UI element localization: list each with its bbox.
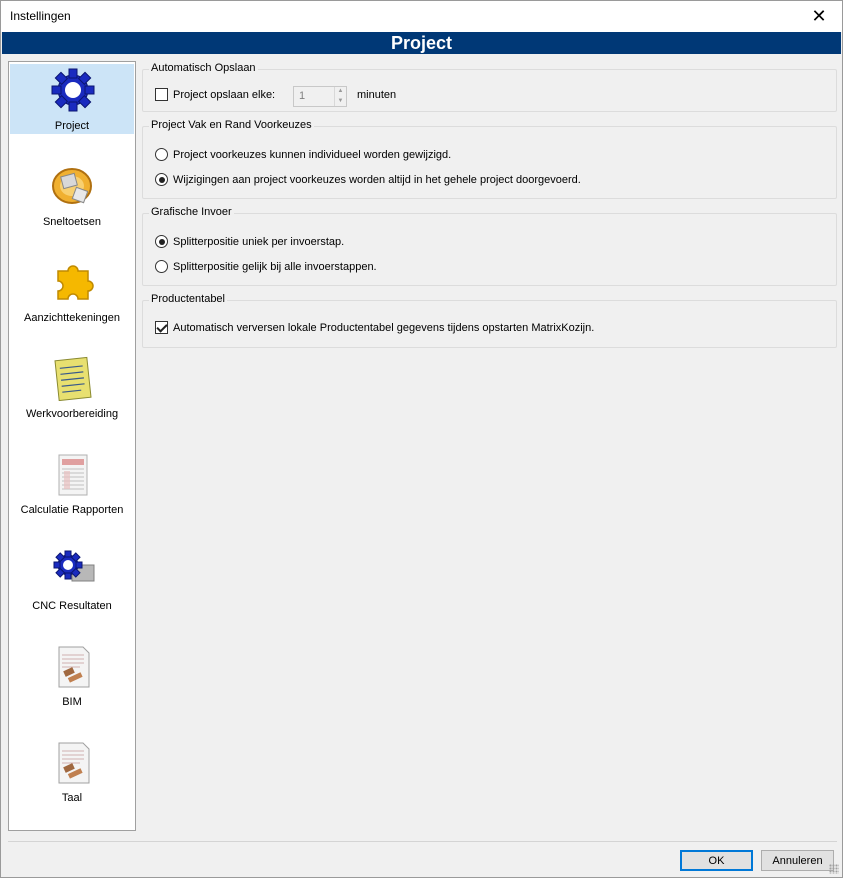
keyboard-shortcut-icon bbox=[50, 163, 96, 209]
report-icon bbox=[50, 451, 96, 497]
sidebar-item-project[interactable] bbox=[10, 64, 134, 134]
grafische-option-1[interactable] bbox=[155, 235, 344, 248]
group-legend: Productentabel bbox=[151, 293, 225, 305]
gear-icon bbox=[50, 67, 96, 113]
auto-save-interval-stepper[interactable] bbox=[293, 86, 347, 107]
radio-splitter-unique[interactable] bbox=[155, 235, 168, 248]
close-icon: ✕ bbox=[811, 6, 827, 26]
radio-label: Wijzigingen aan project voorkeuzes worden altijd in het gehele project doorgevoerd. bbox=[173, 173, 581, 186]
radio-label: Splitterpositie uniek per invoerstap. bbox=[173, 235, 345, 248]
sidebar-item-taal[interactable] bbox=[10, 736, 134, 806]
sidebar-item-cnc-resultaten[interactable] bbox=[10, 544, 134, 614]
auto-save-row bbox=[155, 88, 455, 104]
stepper-up-icon[interactable]: ▲ bbox=[337, 88, 344, 94]
sidebar-item-aanzichttekeningen[interactable] bbox=[10, 256, 134, 326]
sidebar-item-label: Calculatie Rapporten bbox=[20, 504, 124, 516]
settings-sidebar bbox=[8, 61, 136, 831]
productentabel-row[interactable] bbox=[155, 321, 594, 334]
group-vak-rand-voorkeuzes bbox=[142, 119, 837, 199]
document-stamp-icon bbox=[50, 643, 96, 689]
sidebar-item-label: Werkvoorbereiding bbox=[25, 408, 119, 420]
auto-refresh-label: Automatisch verversen lokale Productentabel gegevens tijdens opstarten MatrixKozijn. bbox=[173, 321, 595, 334]
group-automatisch-opslaan bbox=[142, 62, 837, 112]
stepper-down-icon[interactable]: ▼ bbox=[337, 97, 344, 104]
vak-rand-option-1[interactable] bbox=[155, 148, 451, 161]
title-bar bbox=[1, 1, 842, 32]
radio-label: Splitterpositie gelijk bij alle invoerstappen. bbox=[173, 260, 377, 273]
sidebar-item-label: Project bbox=[54, 120, 90, 132]
sidebar-item-bim[interactable] bbox=[10, 640, 134, 710]
document-stamp-icon bbox=[50, 739, 96, 785]
sidebar-item-label: BIM bbox=[62, 696, 82, 708]
sidebar-item-calculatie-rapporten[interactable] bbox=[10, 448, 134, 518]
auto-save-checkbox[interactable] bbox=[155, 88, 168, 101]
auto-save-label: Project opslaan elke: bbox=[173, 88, 276, 101]
sidebar-item-label: Sneltoetsen bbox=[42, 216, 102, 228]
sidebar-item-label: Taal bbox=[61, 792, 83, 804]
radio-splitter-same[interactable] bbox=[155, 260, 168, 273]
grafische-option-2[interactable] bbox=[155, 260, 377, 273]
cnc-gear-icon bbox=[50, 547, 96, 593]
footer-divider bbox=[8, 841, 837, 842]
sidebar-item-label: Aanzichttekeningen bbox=[23, 312, 120, 324]
sidebar-item-sneltoetsen[interactable] bbox=[10, 160, 134, 230]
section-banner: Project bbox=[2, 32, 841, 54]
interval-value: 1 bbox=[299, 90, 306, 102]
group-grafische-invoer bbox=[142, 206, 837, 286]
vak-rand-option-2[interactable] bbox=[155, 173, 581, 186]
sidebar-item-label: CNC Resultaten bbox=[32, 600, 112, 612]
cancel-button[interactable]: Annuleren bbox=[761, 850, 834, 871]
group-legend: Grafische Invoer bbox=[151, 206, 232, 218]
group-productentabel bbox=[142, 293, 837, 348]
group-legend: Project Vak en Rand Voorkeuzes bbox=[151, 119, 312, 131]
radio-whole-project[interactable] bbox=[155, 173, 168, 186]
ok-button[interactable]: OK bbox=[680, 850, 753, 871]
puzzle-icon bbox=[50, 259, 96, 305]
sidebar-item-werkvoorbereiding[interactable] bbox=[10, 352, 134, 422]
close-button[interactable] bbox=[796, 1, 842, 32]
window-title: Instellingen bbox=[10, 9, 71, 23]
radio-label: Project voorkeuzes kunnen individueel worden gewijzigd. bbox=[173, 148, 452, 161]
group-legend: Automatisch Opslaan bbox=[151, 62, 256, 74]
note-icon bbox=[50, 355, 96, 401]
radio-individual[interactable] bbox=[155, 148, 168, 161]
interval-unit: minuten bbox=[357, 89, 397, 101]
resize-grip-icon[interactable] bbox=[829, 864, 839, 874]
auto-refresh-checkbox[interactable] bbox=[155, 321, 168, 334]
